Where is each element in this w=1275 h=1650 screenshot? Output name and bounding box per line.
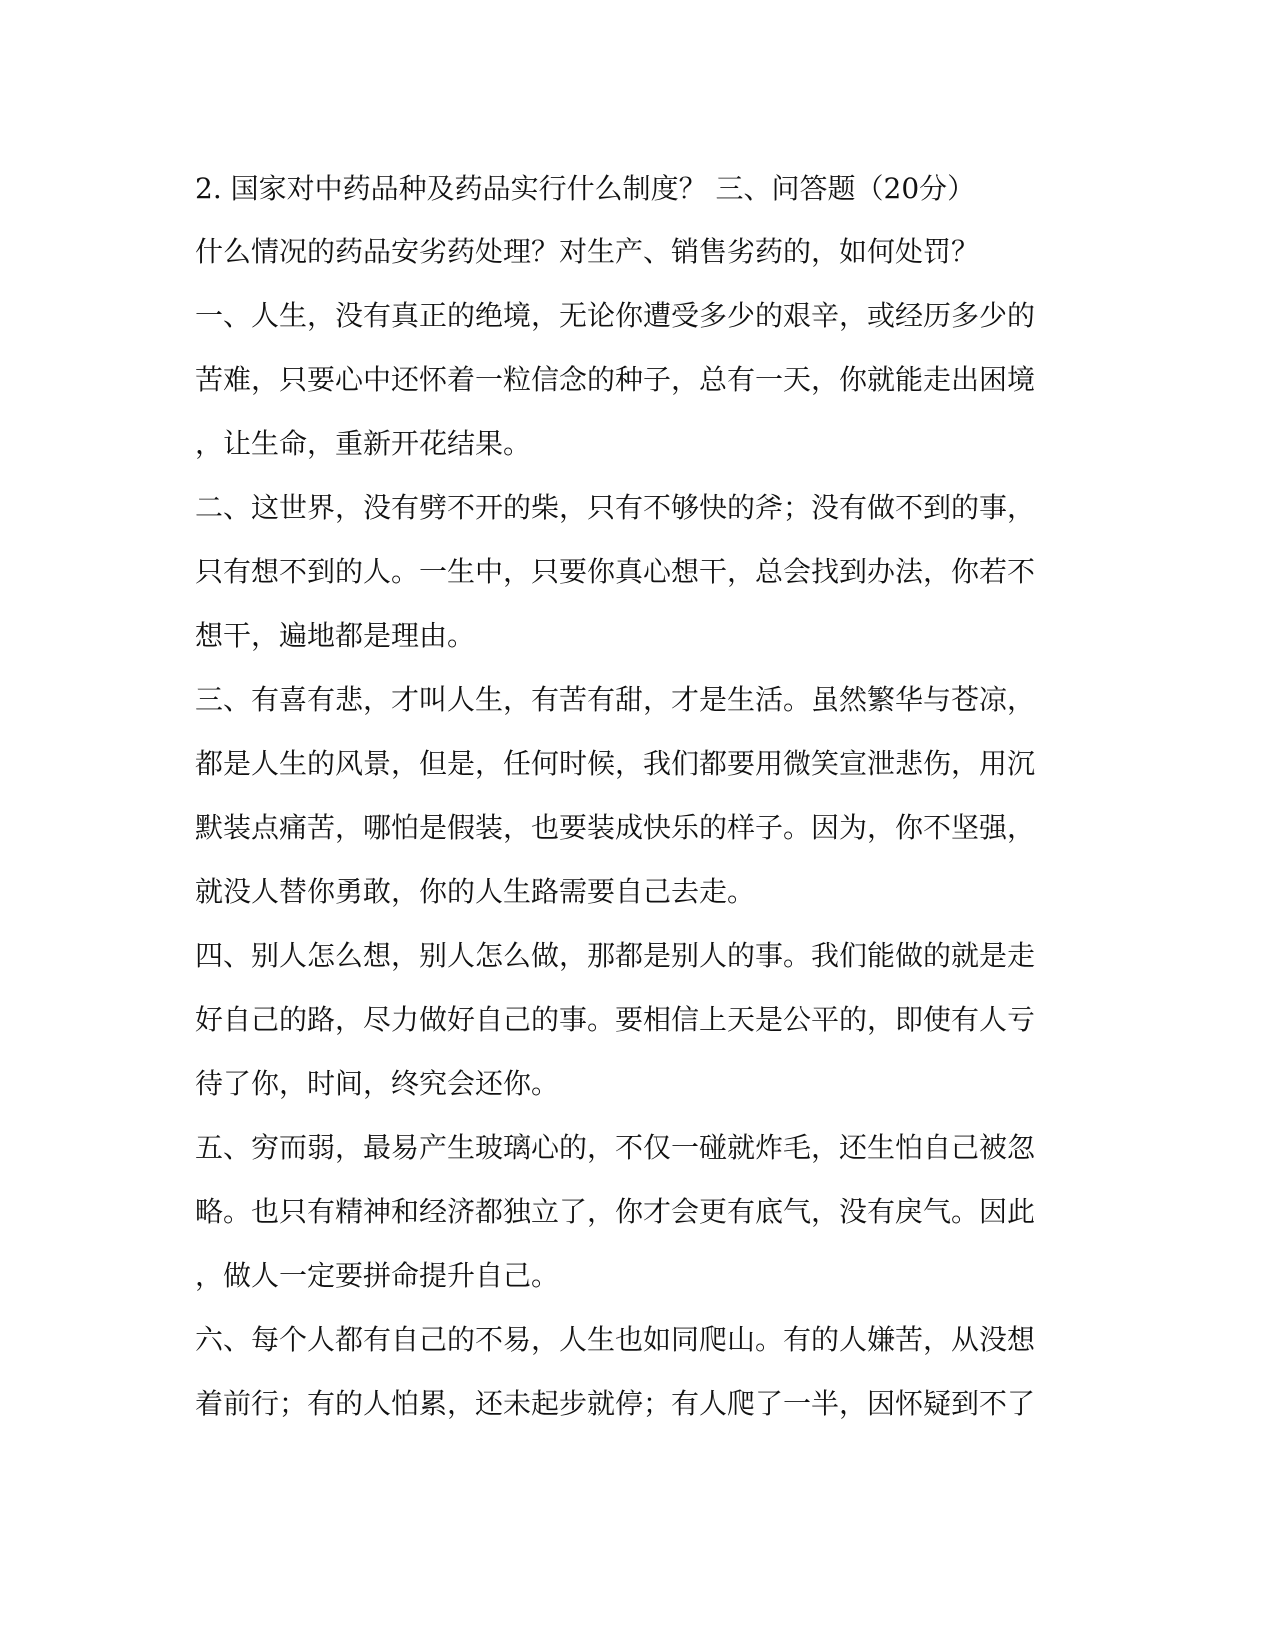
text-line: 都是人生的风景，但是，任何时候，我们都要用微笑宣泄悲伤，用沉 (195, 747, 1036, 780)
text-line: 二、这世界，没有劈不开的柴，只有不够快的斧；没有做不到的事， (195, 491, 1036, 524)
text-line: 五、穷而弱，最易产生玻璃心的，不仅一碰就炸毛，还生怕自己被忽 (195, 1131, 1036, 1164)
text-line: 六、每个人都有自己的不易，人生也如同爬山。有的人嫌苦，从没想 (195, 1323, 1036, 1356)
text-line: 2. 国家对中药品种及药品实行什么制度？ 三、问答题（20分） (195, 172, 976, 205)
text-line: 就没人替你勇敢，你的人生路需要自己去走。 (195, 875, 756, 908)
text-line: 四、别人怎么想，别人怎么做，那都是别人的事。我们能做的就是走 (195, 939, 1036, 972)
text-line: 只有想不到的人。一生中，只要你真心想干，总会找到办法，你若不 (195, 555, 1036, 588)
text-line: 着前行；有的人怕累，还未起步就停；有人爬了一半，因怀疑到不了 (195, 1387, 1036, 1420)
text-line: 什么情况的药品安劣药处理？对生产、销售劣药的，如何处罚？ (195, 235, 980, 268)
text-line: 好自己的路，尽力做好自己的事。要相信上天是公平的，即使有人亏 (195, 1003, 1036, 1036)
text-line: ，让生命，重新开花结果。 (195, 427, 532, 460)
text-line: 三、有喜有悲，才叫人生，有苦有甜，才是生活。虽然繁华与苍凉， (195, 683, 1036, 716)
document-body (195, 158, 1075, 1436)
text-line: 一、人生，没有真正的绝境，无论你遭受多少的艰辛，或经历多少的 (195, 299, 1036, 332)
text-line: 想干，遍地都是理由。 (195, 619, 476, 652)
text-line: 待了你，时间，终究会还你。 (195, 1067, 560, 1100)
text-line: 苦难，只要心中还怀着一粒信念的种子，总有一天，你就能走出困境 (195, 363, 1036, 396)
text-line: 默装点痛苦，哪怕是假装，也要装成快乐的样子。因为，你不坚强， (195, 811, 1036, 844)
text-line: ，做人一定要拼命提升自己。 (195, 1259, 560, 1292)
text-line: 略。也只有精神和经济都独立了，你才会更有底气，没有戾气。因此 (195, 1195, 1036, 1228)
